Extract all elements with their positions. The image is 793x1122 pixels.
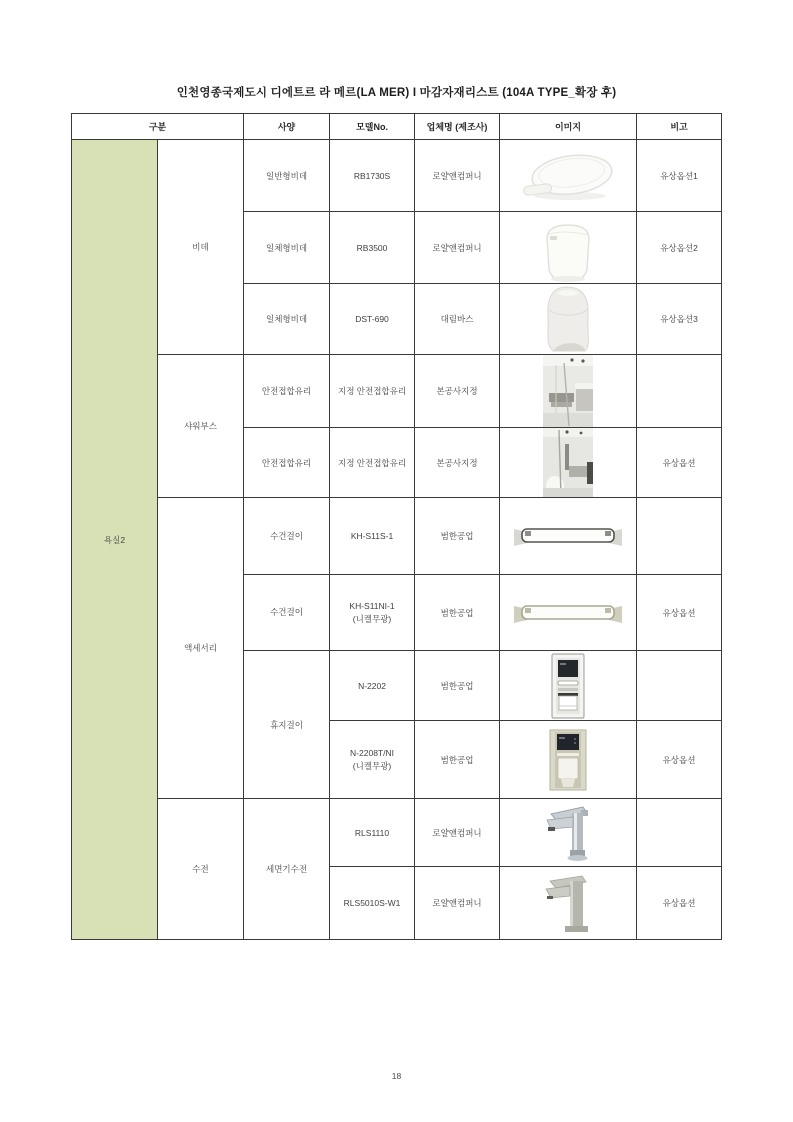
- model-cell: KH-S11S-1: [330, 498, 415, 575]
- group-cell: 비데: [158, 140, 244, 355]
- spec-cell: 수건걸이: [244, 498, 330, 575]
- image-cell: [500, 799, 637, 867]
- image-cell: [500, 140, 637, 212]
- company-cell: 본공사지정: [415, 355, 500, 428]
- note-cell: 유상옵션: [637, 867, 722, 940]
- note-cell: [637, 799, 722, 867]
- company-cell: 본공사지정: [415, 428, 500, 498]
- image-cell: [500, 428, 637, 498]
- model-cell: DST-690: [330, 284, 415, 355]
- company-cell: 로얄앤컴퍼니: [415, 140, 500, 212]
- company-cell: 로얄앤컴퍼니: [415, 799, 500, 867]
- bidet-seat-image: [502, 147, 634, 205]
- model-text: N-2208T/NI: [350, 748, 394, 759]
- header-image: 이미지: [500, 114, 637, 140]
- note-cell: 유상옵션3: [637, 284, 722, 355]
- note-cell: [637, 355, 722, 428]
- table-row: [72, 799, 722, 867]
- header-company: 업체명 (제조사): [415, 114, 500, 140]
- group-cell: 액세서리: [158, 498, 244, 799]
- towel-bar-chrome-image: [502, 522, 634, 550]
- table-row: [72, 355, 722, 428]
- note-cell: [637, 651, 722, 721]
- paper-holder-nickel-image: [502, 725, 634, 795]
- note-cell: 유상옵션2: [637, 212, 722, 284]
- model-subtext: (니켈무광): [352, 613, 392, 624]
- group-cell: 수전: [158, 799, 244, 940]
- company-cell: 범한공업: [415, 651, 500, 721]
- header-row: [72, 114, 722, 140]
- model-cell: RB3500: [330, 212, 415, 284]
- model-cell: RB1730S: [330, 140, 415, 212]
- shower-booth-photo: [502, 428, 634, 497]
- model-cell: 지정 안전접합유리: [330, 355, 415, 428]
- image-cell: [500, 355, 637, 428]
- group-cell: 샤워부스: [158, 355, 244, 498]
- model-text: KH-S11NI-1: [349, 601, 395, 612]
- company-cell: 로얄앤컴퍼니: [415, 867, 500, 940]
- model-cell: [330, 721, 415, 799]
- company-cell: 범한공업: [415, 721, 500, 799]
- spec-cell: 일체형비데: [244, 212, 330, 284]
- model-subtext: (니켈무광): [352, 760, 392, 771]
- image-cell: [500, 721, 637, 799]
- spec-cell: 안전접합유리: [244, 428, 330, 498]
- towel-bar-nickel-image: [502, 599, 634, 627]
- model-cell: N-2202: [330, 651, 415, 721]
- table-row: [72, 498, 722, 575]
- spec-cell: 일반형비데: [244, 140, 330, 212]
- company-cell: 범한공업: [415, 575, 500, 651]
- faucet-chrome-image: [502, 804, 634, 862]
- note-cell: 유상옵션1: [637, 140, 722, 212]
- model-cell: [330, 575, 415, 651]
- header-gubun: 구분: [72, 114, 244, 140]
- header-model: 모델No.: [330, 114, 415, 140]
- note-cell: 유상옵션: [637, 721, 722, 799]
- model-cell: RLS5010S-W1: [330, 867, 415, 940]
- image-cell: [500, 651, 637, 721]
- company-cell: 대림바스: [415, 284, 500, 355]
- spec-text: 수건걸이: [270, 607, 303, 618]
- spec-cell: [244, 575, 330, 651]
- table-row: [72, 140, 722, 212]
- model-cell: RLS1110: [330, 799, 415, 867]
- page-number: 18: [391, 1071, 402, 1081]
- page-title: 인천영종국제도시 디에트르 라 메르(LA MER) I 마감자재리스트 (104A TYPE_확장 후): [176, 87, 617, 99]
- note-cell: 유상옵션: [637, 575, 722, 651]
- spec-cell: 휴지걸이: [244, 651, 330, 799]
- header-note: 비고: [637, 114, 722, 140]
- image-cell: [500, 867, 637, 940]
- company-cell: 로얄앤컴퍼니: [415, 212, 500, 284]
- shower-booth-photo: [502, 355, 634, 427]
- company-cell: 범한공업: [415, 498, 500, 575]
- room-cell: 욕실2: [72, 140, 158, 940]
- spec-cell: 세면기수전: [244, 799, 330, 940]
- spec-cell: 안전접합유리: [244, 355, 330, 428]
- header-spec: 사양: [244, 114, 330, 140]
- image-cell: [500, 498, 637, 575]
- material-list-table: [71, 113, 722, 940]
- faucet-square-image: [502, 872, 634, 934]
- note-cell: 유상옵션: [637, 428, 722, 498]
- spec-cell: 일체형비데: [244, 284, 330, 355]
- model-cell: 지정 안전접합유리: [330, 428, 415, 498]
- image-cell: [500, 575, 637, 651]
- one-piece-bidet-image: [502, 213, 634, 283]
- note-cell: [637, 498, 722, 575]
- image-cell: [500, 212, 637, 284]
- paper-holder-chrome-image: [502, 653, 634, 719]
- one-piece-toilet-image: [502, 284, 634, 354]
- image-cell: [500, 284, 637, 355]
